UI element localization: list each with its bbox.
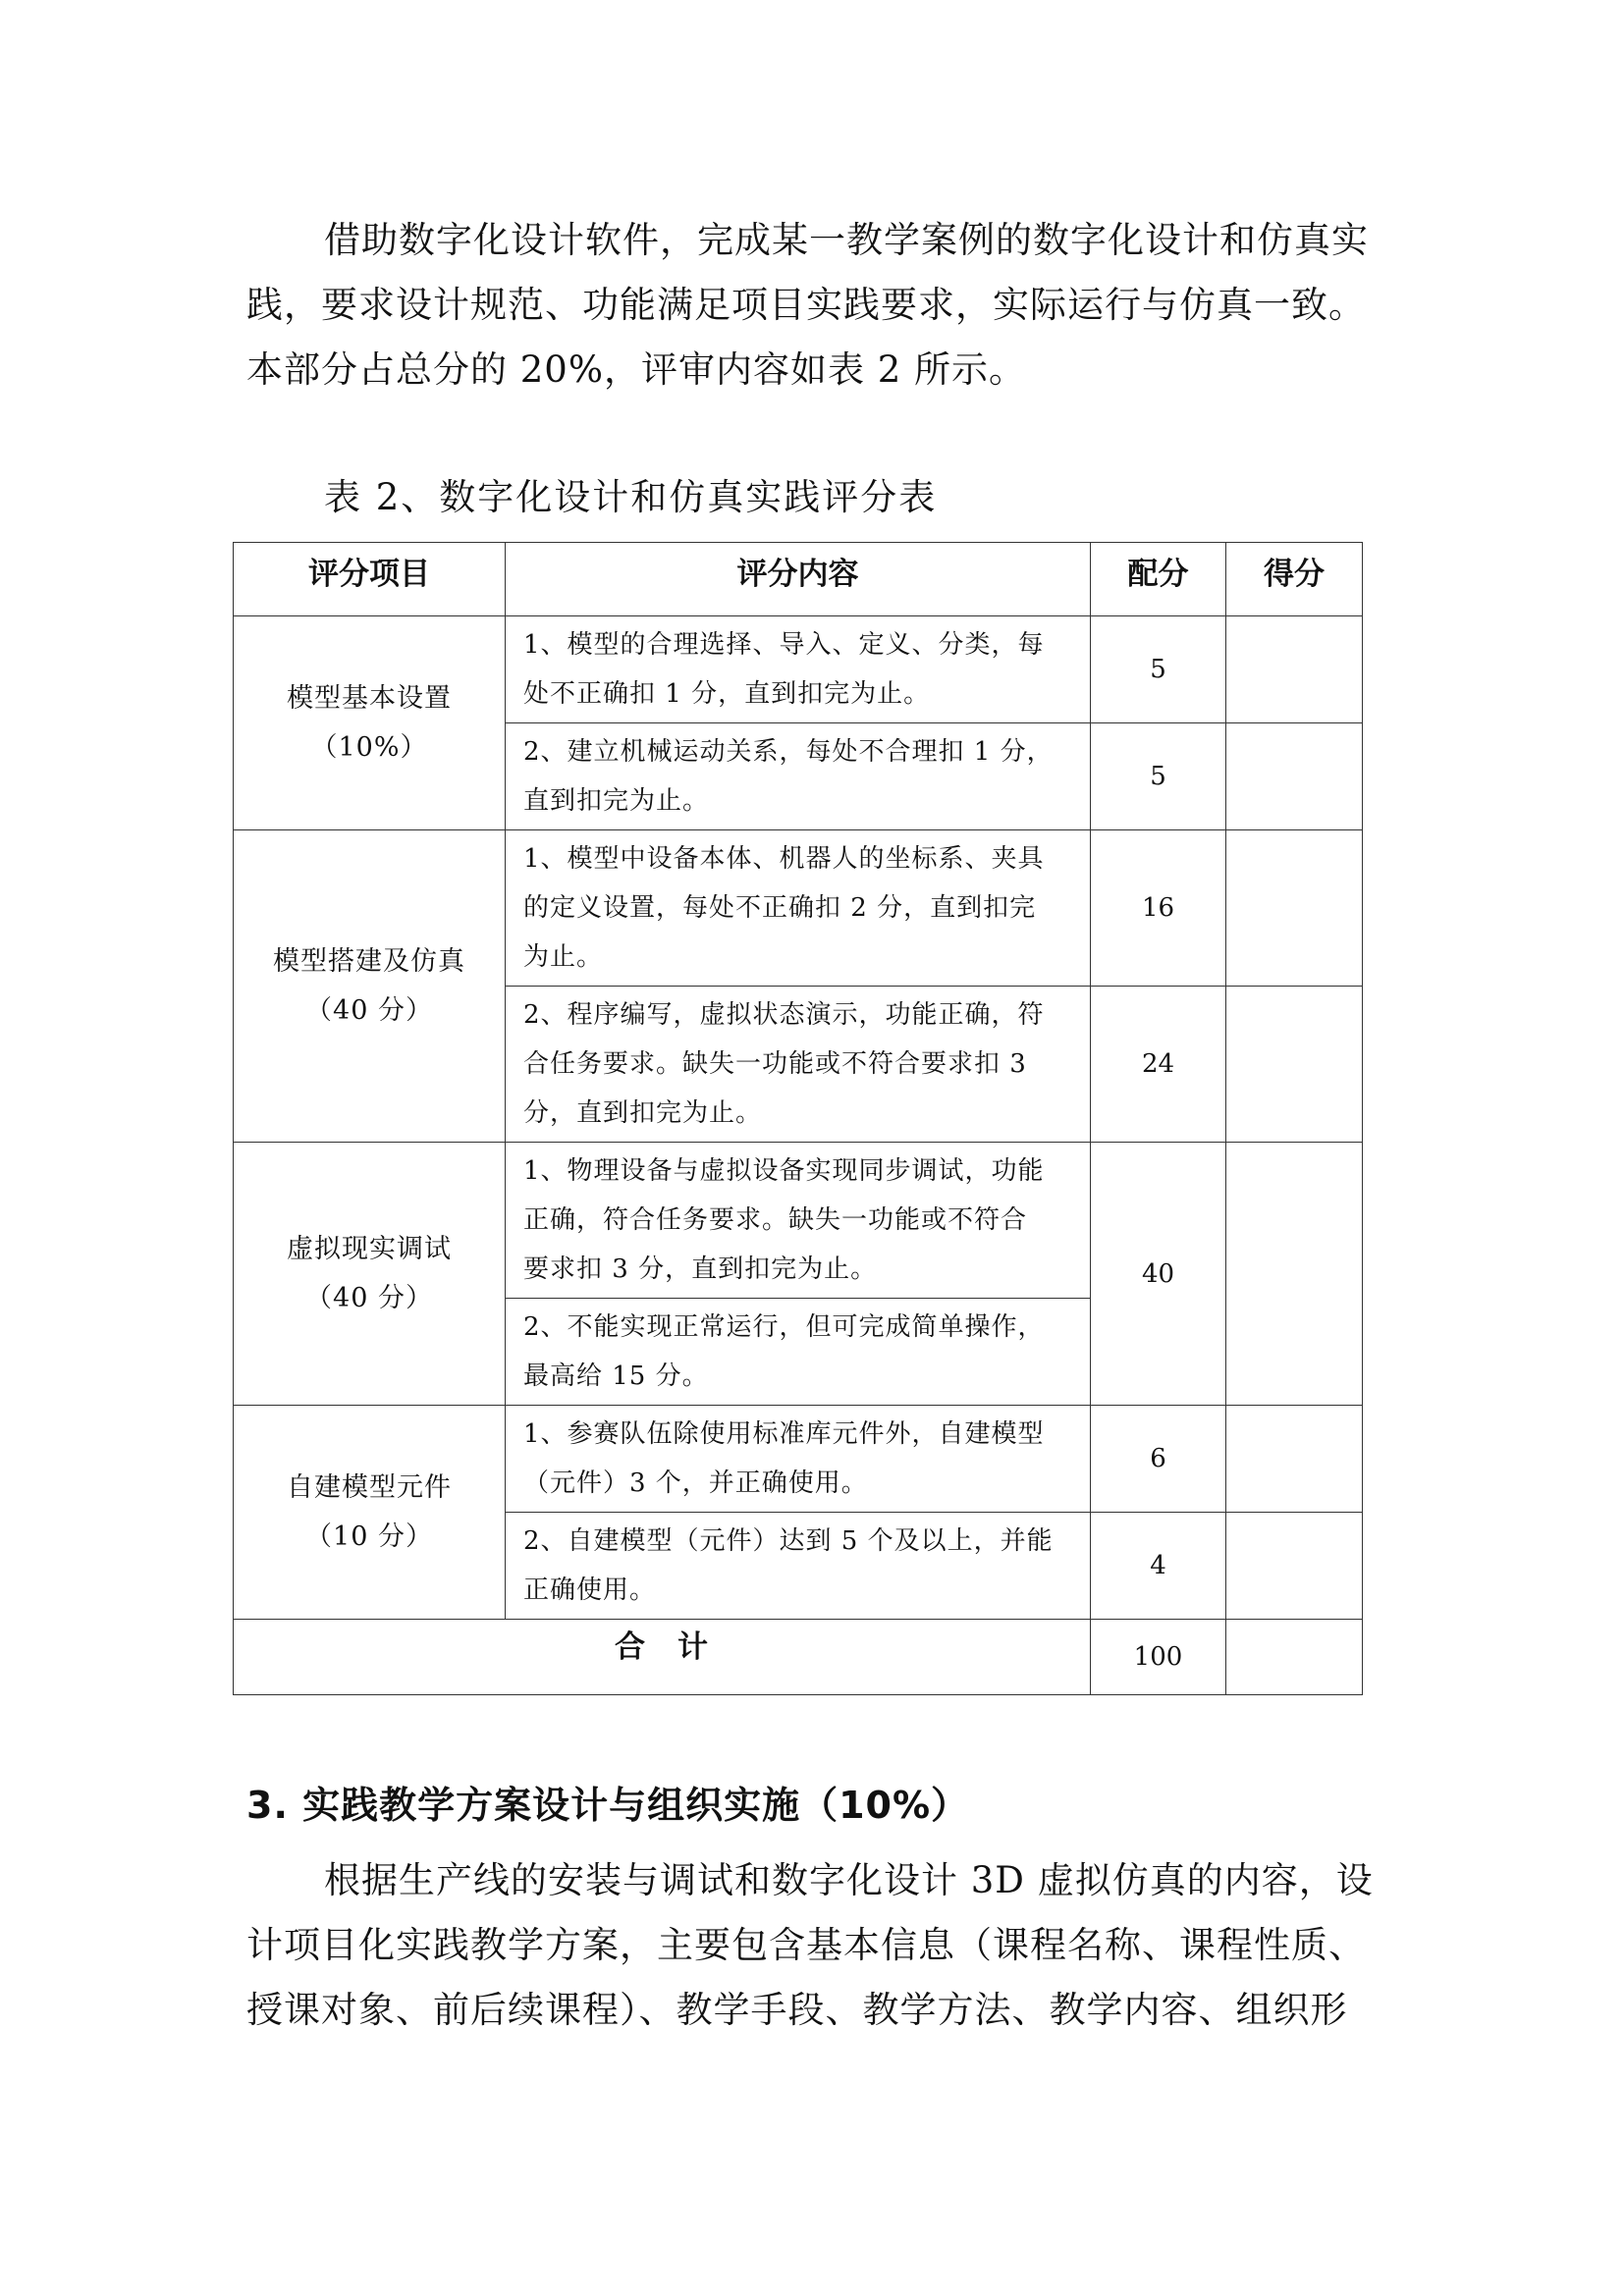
criteria-line: 正确，符合任务要求。缺失一功能或不符合 <box>523 1205 1028 1235</box>
category-name: 自建模型元件 <box>287 1471 452 1503</box>
score-cell[interactable] <box>1226 830 1363 987</box>
criteria-line: 的定义设置，每处不正确扣 2 分，直到扣完 <box>523 893 1037 923</box>
points-cell: 5 <box>1091 616 1226 723</box>
points-cell: 24 <box>1091 987 1226 1143</box>
section-paragraph <box>246 1848 1389 2043</box>
category-weight: （10%） <box>310 731 428 763</box>
paragraph-line: 计项目化实践教学方案，主要包含基本信息（课程名称、课程性质、 <box>246 1924 1366 1966</box>
table-caption: 表 2、数字化设计和仿真实践评分表 <box>324 476 938 518</box>
score-cell[interactable] <box>1226 723 1363 830</box>
table-header-row <box>234 543 1363 616</box>
criteria-line: 分，直到扣完为止。 <box>523 1098 763 1128</box>
criteria-line: 正确使用。 <box>523 1575 657 1605</box>
category-weight: （40 分） <box>305 1282 433 1313</box>
category-cell <box>234 616 506 830</box>
paragraph-line: 授课对象、前后续课程）、教学手段、教学方法、教学内容、组织形 <box>246 1989 1348 2031</box>
paragraph-line: 借助数字化设计软件，完成某一教学案例的数字化设计和仿真实 <box>324 219 1369 261</box>
criteria-cell <box>506 1513 1091 1620</box>
total-row <box>234 1620 1363 1695</box>
intro-paragraph <box>246 208 1389 402</box>
criteria-cell <box>506 1299 1091 1406</box>
category-weight: （40 分） <box>305 994 433 1026</box>
criteria-line: 直到扣完为止。 <box>523 786 710 816</box>
score-cell[interactable] <box>1226 987 1363 1143</box>
criteria-line: 2、不能实现正常运行，但可完成简单操作， <box>523 1312 1045 1342</box>
category-weight: （10 分） <box>305 1521 433 1552</box>
criteria-line: 合任务要求。缺失一功能或不符合要求扣 3 <box>523 1049 1027 1079</box>
category-name: 模型搭建及仿真 <box>273 945 465 977</box>
criteria-cell <box>506 987 1091 1143</box>
scoring-table <box>233 542 1363 1695</box>
criteria-line: 处不正确扣 1 分，直到扣完为止。 <box>523 679 931 709</box>
table-row <box>234 1406 1363 1513</box>
total-points: 100 <box>1091 1620 1226 1695</box>
criteria-line: 为止。 <box>523 942 604 972</box>
table-row <box>234 830 1363 987</box>
header-score: 得分 <box>1226 543 1363 616</box>
criteria-line: 最高给 15 分。 <box>523 1362 709 1391</box>
criteria-line: 1、模型中设备本体、机器人的坐标系、夹具 <box>523 844 1045 874</box>
points-cell: 40 <box>1091 1143 1226 1406</box>
criteria-line: 2、建立机械运动关系，每处不合理扣 1 分， <box>523 737 1054 767</box>
criteria-line: 1、参赛队伍除使用标准库元件外，自建模型 <box>523 1419 1045 1449</box>
score-cell[interactable] <box>1226 616 1363 723</box>
category-cell <box>234 1406 506 1620</box>
category-cell <box>234 830 506 1143</box>
table-row <box>234 616 1363 723</box>
header-item: 评分项目 <box>234 543 506 616</box>
category-name: 模型基本设置 <box>287 682 452 714</box>
paragraph-line: 本部分占总分的 20%，评审内容如表 2 所示。 <box>246 348 1027 391</box>
criteria-cell <box>506 830 1091 987</box>
paragraph-line: 根据生产线的安装与调试和数字化设计 3D 虚拟仿真的内容，设 <box>324 1859 1374 1901</box>
points-cell: 4 <box>1091 1513 1226 1620</box>
header-points: 配分 <box>1091 543 1226 616</box>
table-row <box>234 1143 1363 1299</box>
criteria-cell <box>506 1406 1091 1513</box>
criteria-line: （元件）3 个，并正确使用。 <box>523 1468 868 1498</box>
score-cell[interactable] <box>1226 1143 1363 1406</box>
points-cell: 6 <box>1091 1406 1226 1513</box>
criteria-cell <box>506 723 1091 830</box>
section-heading: 3. 实践教学方案设计与组织实施（10%） <box>246 1784 970 1827</box>
criteria-cell <box>506 1143 1091 1299</box>
criteria-line: 2、自建模型（元件）达到 5 个及以上，并能 <box>523 1526 1054 1556</box>
score-cell[interactable] <box>1226 1406 1363 1513</box>
criteria-line: 1、模型的合理选择、导入、定义、分类，每 <box>523 630 1045 660</box>
category-cell <box>234 1143 506 1406</box>
criteria-line: 2、程序编写，虚拟状态演示，功能正确，符 <box>523 1000 1045 1030</box>
criteria-line: 1、物理设备与虚拟设备实现同步调试，功能 <box>523 1156 1045 1186</box>
total-score-cell[interactable] <box>1226 1620 1363 1695</box>
header-content: 评分内容 <box>506 543 1091 616</box>
points-cell: 5 <box>1091 723 1226 830</box>
total-label: 合 计 <box>234 1620 1091 1695</box>
category-name: 虚拟现实调试 <box>287 1233 452 1264</box>
criteria-line: 要求扣 3 分，直到扣完为止。 <box>523 1255 878 1284</box>
points-cell: 16 <box>1091 830 1226 987</box>
score-cell[interactable] <box>1226 1513 1363 1620</box>
paragraph-line: 践，要求设计规范、功能满足项目实践要求，实际运行与仿真一致。 <box>246 284 1366 326</box>
criteria-cell <box>506 616 1091 723</box>
